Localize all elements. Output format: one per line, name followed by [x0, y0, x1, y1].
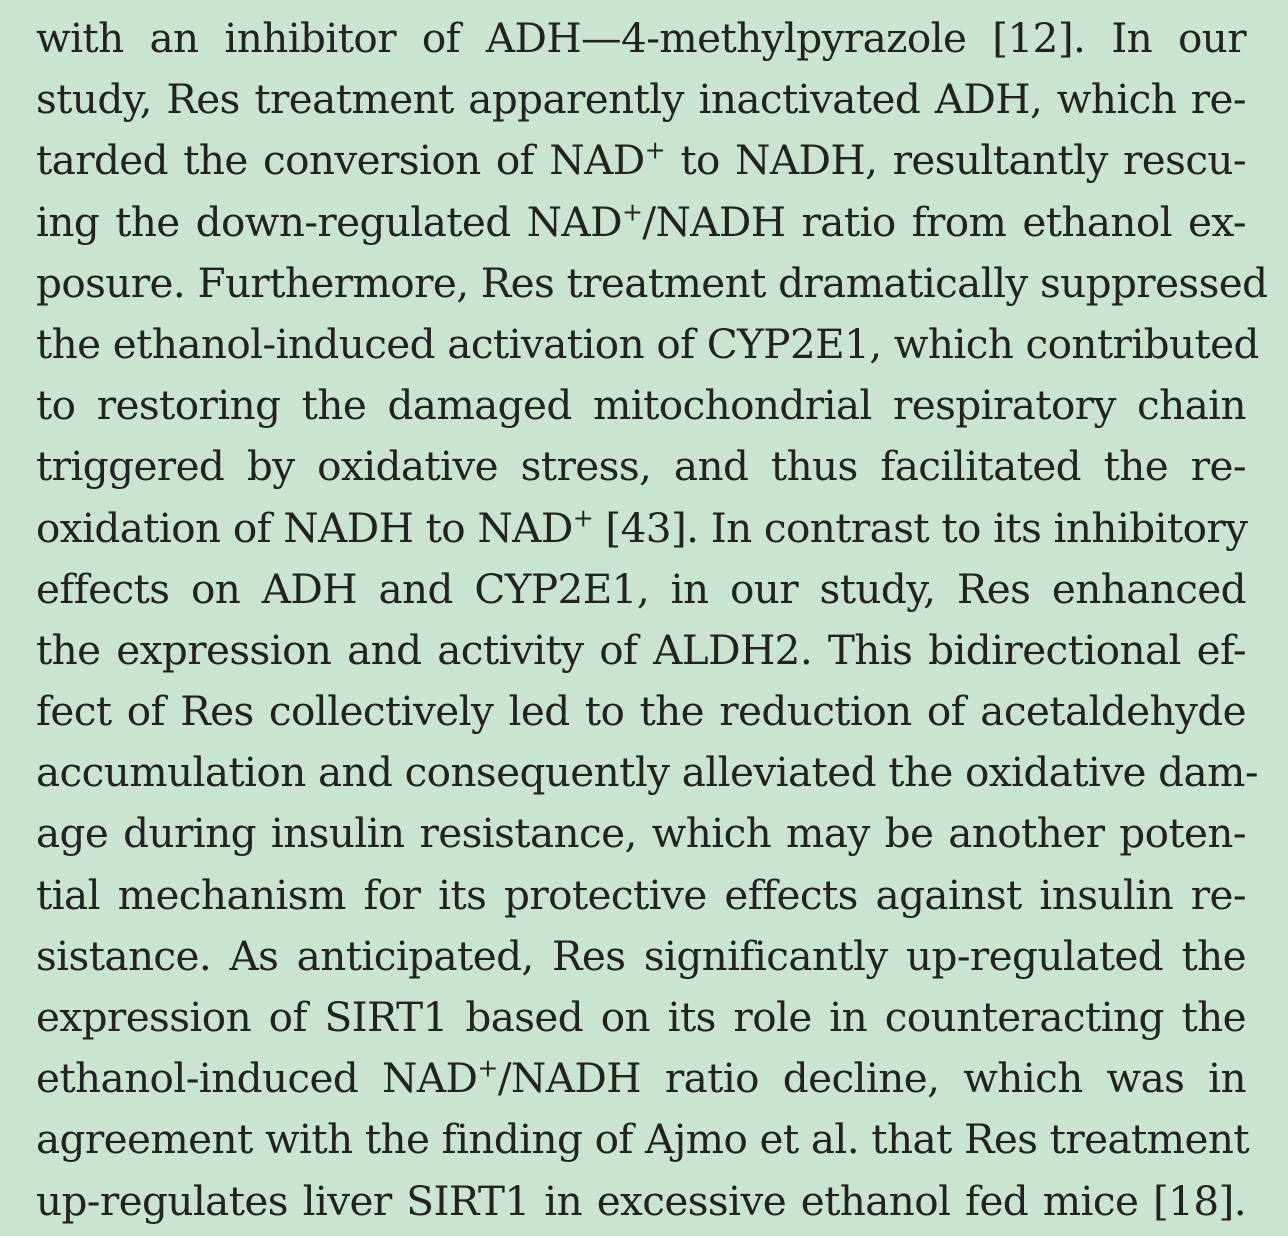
text-line: to restoring the damaged mitochondrial respiratory chain: [36, 381, 1246, 430]
text-line: up-regulates liver SIRT1 in excessive ethanol fed mice [18].: [36, 1176, 1246, 1225]
line-text-end: [43]. In contrast to its inhibitory: [593, 503, 1248, 552]
superscript-plus: +: [477, 1053, 498, 1083]
text-line: [36, 498, 1246, 559]
line-text-start: ing the down-regulated NAD: [36, 197, 622, 246]
text-line: posure. Furthermore, Res treatment dramatically suppressed: [36, 258, 1268, 307]
text-line: effects on ADH and CYP2E1, in our study, Res enhanced: [36, 564, 1246, 613]
line-text-start: tarded the conversion of NAD: [36, 136, 645, 185]
text-line: [36, 130, 1246, 191]
superscript-plus: +: [572, 502, 594, 532]
text-line: agreement with the finding of Ajmo et al. that Res treatment: [36, 1115, 1250, 1164]
superscript-plus: +: [621, 197, 643, 226]
line-text-start: oxidation of NADH to NAD: [36, 503, 573, 552]
text-line: age during insulin resistance, which may be another poten-: [36, 809, 1246, 858]
text-line: the expression and activity of ALDH2. This bidirectional ef-: [36, 625, 1246, 674]
line-text-end: to NADH, resultantly rescu-: [665, 136, 1247, 185]
text-line: the ethanol-induced activation of CYP2E1, which contributed: [36, 319, 1259, 368]
text-line: study, Res treatment apparently inactivated ADH, which re-: [36, 75, 1246, 124]
text-line: tial mechanism for its protective effects against insulin re-: [36, 870, 1246, 919]
body-paragraph: [36, 8, 1268, 1232]
text-line: [36, 1048, 1246, 1109]
text-line: sistance. As anticipated, Res significantly up-regulated the: [36, 931, 1246, 980]
line-text-end: /NADH ratio decline, which was in: [497, 1054, 1246, 1103]
text-line: expression of SIRT1 based on its role in counteracting the: [36, 993, 1246, 1041]
text-line: [36, 192, 1246, 253]
text-line: with an inhibitor of ADH—4-methylpyrazole [12]. In our: [36, 14, 1246, 62]
superscript-plus: +: [644, 135, 666, 165]
text-line: fect of Res collectively led to the reduction of acetaldehyde: [36, 687, 1246, 736]
text-line: triggered by oxidative stress, and thus facilitated the re-: [36, 442, 1246, 491]
line-text-end: /NADH ratio from ethanol ex-: [642, 197, 1246, 246]
text-line: accumulation and consequently alleviated the oxidative dam-: [36, 748, 1258, 797]
line-text-start: ethanol-induced NAD: [36, 1054, 478, 1103]
